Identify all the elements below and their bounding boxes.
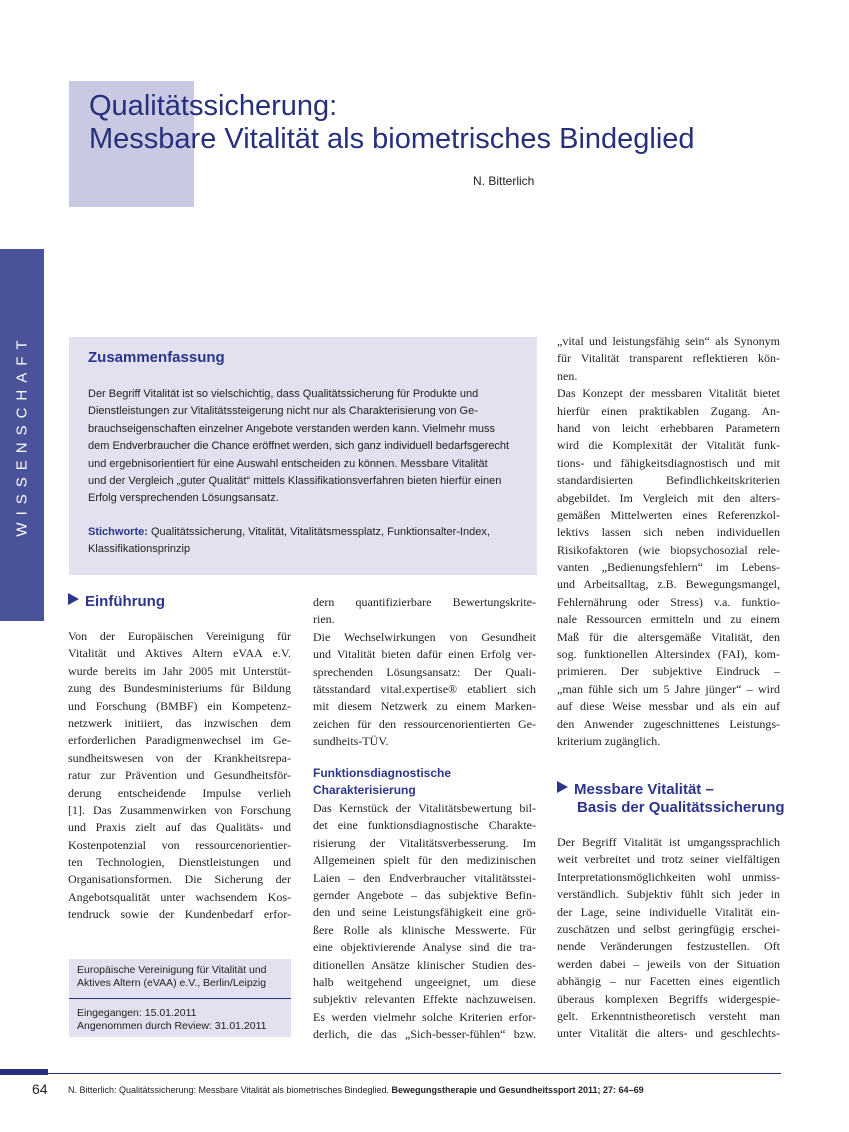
affiliation-divider xyxy=(69,998,291,999)
body-line: werden dabei – jeweils von der Situation xyxy=(557,956,780,971)
keywords-line xyxy=(88,524,518,541)
body-line: netzwerk initiiert, das inzwischen dem xyxy=(68,715,291,730)
body-line: Angebotsqualität unter wachsendem Kos- xyxy=(68,889,291,904)
footer-rule xyxy=(48,1073,781,1074)
column-2-body-lower xyxy=(313,800,536,1043)
section-heading-messbare-vitalitaet xyxy=(557,781,785,817)
body-line: kriterium zugänglich. xyxy=(557,733,661,748)
abstract-line: und ergebnisorientiert für eine Auswahl entscheiden zu können. Messbare Vitalität xyxy=(88,457,488,470)
body-line: Das Konzept der messbaren Vitalität bietet xyxy=(557,386,780,401)
body-line: den und seine Leistungsfähigkeit eine grö- xyxy=(313,905,536,920)
body-line: vanten „Bedienungsfehlern“ im Lebens- xyxy=(557,560,780,575)
received-date: Eingegangen: 15.01.2011 xyxy=(77,1007,197,1019)
column-2-body xyxy=(313,594,536,751)
body-line: der Lage, seine individuelle Vitalität ein- xyxy=(557,904,780,919)
body-line: Die Wechselwirkungen von Gesundheit xyxy=(313,629,536,644)
body-line: nen. xyxy=(557,368,578,383)
title-line-2: Messbare Vitalität als biometrisches Bindeglied xyxy=(89,123,695,155)
affiliation-dates xyxy=(77,1007,267,1033)
citation-text: N. Bitterlich: Qualitätssicherung: Messbare Vitalität als biometrisches Bindeglied. xyxy=(68,1085,389,1095)
body-line: den Anwender zugeschnittenes Leistungs- xyxy=(557,716,780,731)
body-line: überaus komplexen Begriffs widergespie- xyxy=(557,991,780,1006)
citation-journal: Bewegungstherapie und Gesundheitssport 2011; 27: 64–69 xyxy=(391,1085,644,1095)
body-line: und Arbeitsalltag, z.B. Bewegungsmangel, xyxy=(557,577,780,592)
body-line: risierung der Vitalitätsverbesserung. Im xyxy=(313,835,536,850)
body-line: eine objektivierende Analyse sind die tra- xyxy=(313,940,536,955)
page-number: 64 xyxy=(32,1081,48,1097)
body-line: primieren. Der subjektive Eindruck – xyxy=(557,664,780,679)
body-line: [1]. Das Zusammenwirken von Forschung xyxy=(68,802,291,817)
body-line: zung des Bundesministeriums für Bildung xyxy=(68,681,291,696)
body-line: rien. xyxy=(313,612,335,627)
body-line: und Forschung (BMBF) ein Kompetenz- xyxy=(68,698,291,713)
body-line: hierfür einen praktikablen Zugang. An- xyxy=(557,403,780,418)
abstract-line: und der Vergleich „guter Qualität“ mittels Klassifikationsverfahren bieten hierfür einen xyxy=(88,475,502,488)
body-line: Organisationsformen. Die Sicherung der xyxy=(68,872,291,887)
body-line: det eine funktionsdiagnostische Charakte- xyxy=(313,818,536,833)
body-line: erforderlichen Paradigmenwechsel im Ge- xyxy=(68,733,291,748)
section-heading-einfuehrung xyxy=(68,593,165,611)
keywords-line: Klassifikationsprinzip xyxy=(88,543,191,556)
affiliation-line: Europäische Vereinigung für Vitalität und xyxy=(77,964,267,976)
body-line: standardisierten Befindlichkeitskriterien xyxy=(557,473,780,488)
abstract-line: Dienstleistungen zur Vitalitätssteigerung nicht nur als Charakterisierung von Ge- xyxy=(88,405,478,418)
body-line: Von der Europäischen Vereinigung für xyxy=(68,629,291,643)
arrow-icon xyxy=(557,781,568,793)
body-line: Interpretationsmöglichkeiten wohl unmiss- xyxy=(557,869,780,884)
author: N. Bitterlich xyxy=(473,174,535,188)
body-line: nende Veränderungen festzustellen. Oft xyxy=(557,939,780,954)
body-line: Laien – den Endverbraucher vitalitätsstei- xyxy=(313,870,536,885)
keywords-values: Qualitätssicherung, Vitalität, Vitalitätsmessplatz, Funktionsalter-Index, xyxy=(150,526,490,538)
body-line: ratur zur Prävention und Gesundheitsför- xyxy=(68,768,291,783)
subheading-line: Funktionsdiagnostische xyxy=(313,766,452,780)
body-line: derlich, die das „Sich-besser-fühlen“ bzw. xyxy=(313,1027,536,1042)
body-line: sog. funktionellen Altersindex (FAI), kom- xyxy=(557,647,780,662)
body-line: unter Vitalität die alters- und geschlechts- xyxy=(557,1026,780,1041)
section-heading-line xyxy=(557,781,785,799)
body-line: wurde bereits im Jahr 2005 mit Unterstüt- xyxy=(68,663,291,678)
body-line: ditionellen Ansätze klinischer Studien des- xyxy=(313,957,536,972)
subheading-line: Charakterisierung xyxy=(313,783,416,798)
body-line: subjektiv relevanten Effekte nachzuweisen. xyxy=(313,992,536,1007)
subheading-funktionsdiagnostische-charakterisierung xyxy=(313,765,451,800)
body-line: Vitalität und Aktives Altern eVAA e.V. xyxy=(68,646,291,661)
body-line: Das Kernstück der Vitalitätsbewertung bil- xyxy=(313,801,536,815)
body-line: tendruck sowie der Kundenbedarf erfor- xyxy=(68,907,291,922)
body-line: und Vitalität bieten dafür einen Erfolg ver- xyxy=(313,647,536,662)
body-line: zuschätzen und selbst geringfügig erschei- xyxy=(557,921,780,936)
article-title xyxy=(89,90,695,156)
body-line: „man fühle sich um 5 Jahre jünger“ – wird xyxy=(557,681,780,696)
body-line: tätsstandard vital.expertise® etabliert sich xyxy=(313,681,536,696)
column-3-body-lower xyxy=(557,834,780,1043)
body-line: dern quantifizierbare Bewertungskrite- xyxy=(313,595,536,609)
body-line: Risikofaktoren (wie biopsychosozial rele- xyxy=(557,542,780,557)
column-3-body xyxy=(557,333,780,750)
body-line: gemäßen Mittelwerten eines Referenzkol- xyxy=(557,507,780,522)
keywords-label: Stichworte: xyxy=(88,526,148,538)
abstract-line: Der Begriff Vitalität ist so vielschichtig, dass Qualitätssicherung für Produkte und xyxy=(88,388,479,400)
body-line: derung entscheidende Impulse verlieh xyxy=(68,785,291,800)
body-line: gelt. Erkenntnistheoretisch versteht man xyxy=(557,1008,780,1023)
body-line: auf diese Weise messbar und als ein auf xyxy=(557,699,780,714)
column-1-body xyxy=(68,628,291,924)
arrow-icon xyxy=(68,593,79,605)
body-line: sundheits-TÜV. xyxy=(313,734,389,749)
body-line: lektivs lassen sich neben individuellen xyxy=(557,525,780,540)
abstract-heading: Zusammenfassung xyxy=(88,349,225,366)
body-line: abgebildet. Im Vergleich mit den alters- xyxy=(557,490,780,505)
section-heading-text: Messbare Vitalität – xyxy=(574,781,714,798)
body-line: Allgemeinen spielt für den medizinischen xyxy=(313,853,536,868)
accepted-date: Angenommen durch Review: 31.01.2011 xyxy=(77,1020,267,1032)
body-line: für Vitalität transparent reflektieren kön- xyxy=(557,351,780,366)
body-line: wird die Komplexität der Vitalität funk- xyxy=(557,438,780,453)
body-line: ten Technologien, Dienstleistungen und xyxy=(68,855,291,870)
body-line: nale Ressourcen ermitteln und zu einem xyxy=(557,612,780,627)
title-line-1: Qualitätssicherung: xyxy=(89,90,338,122)
body-line: sprechenden Lösungsansatz: Der Quali- xyxy=(313,664,536,679)
body-line: und Praxis zielt auf das Qualitäts- und xyxy=(68,820,291,835)
body-line: gernder Angebote – das subjektive Befin- xyxy=(313,887,536,902)
abstract-line: dem Endverbraucher die Chance eröffnet werden, sich ganz individuell bedarfsgerecht xyxy=(88,440,510,453)
section-heading-text: Einführung xyxy=(85,593,165,610)
footer-citation xyxy=(68,1085,644,1095)
body-line: Fehlernährung oder Stress) v.a. funktio- xyxy=(557,594,780,609)
section-side-label: WISSENSCHAFT xyxy=(13,333,31,537)
body-line: halb weitgehend ungeeignet, um diese xyxy=(313,974,536,989)
keywords xyxy=(88,524,518,559)
body-line: Maß für die altersgemäße Vitalität, den xyxy=(557,629,780,644)
body-line: Es werden vielmehr solche Kriterien erfor- xyxy=(313,1009,536,1024)
abstract-line: brauchseigenschaften einzelner Angebote verstanden werden kann. Vielmehr muss xyxy=(88,422,496,435)
body-line: tions- und fähigkeitsdiagnostisch und mit xyxy=(557,455,780,470)
body-line: zeichen für den ressourcenorientierten Ge- xyxy=(313,716,536,731)
body-line: abhängig – nur Facetten eines eigentlich xyxy=(557,974,780,989)
affiliation-name xyxy=(77,964,267,990)
body-line: mit diesem Netzwerk zu einem Marken- xyxy=(313,699,536,714)
body-line: Kostenpotenzial von ressourcenorientier- xyxy=(68,837,291,852)
body-line: sundheitswesen von der Krankheitsrepa- xyxy=(68,750,291,765)
affiliation-line: Aktives Altern (eVAA) e.V., Berlin/Leipzig xyxy=(77,977,267,989)
body-line: verständlich. Subjektiv fühlt sich jeder in xyxy=(557,887,780,902)
abstract-text xyxy=(88,386,510,508)
body-line: „vital und leistungsfähig sein“ als Synonym xyxy=(557,334,780,348)
footer-accent-tab xyxy=(0,1069,48,1075)
body-line: hand von leicht erhebbaren Parametern xyxy=(557,420,780,435)
abstract-line: Erfolg versprechenden Lösungsansatz. xyxy=(88,492,279,505)
body-line: ßere Rolle als klinische Messwerte. Für xyxy=(313,922,536,937)
section-heading-line: Basis der Qualitätssicherung xyxy=(577,799,785,816)
body-line: Der Begriff Vitalität ist umgangssprachlich xyxy=(557,835,780,849)
body-line: weit verbreitet und trotz seiner vielfältigen xyxy=(557,852,780,867)
